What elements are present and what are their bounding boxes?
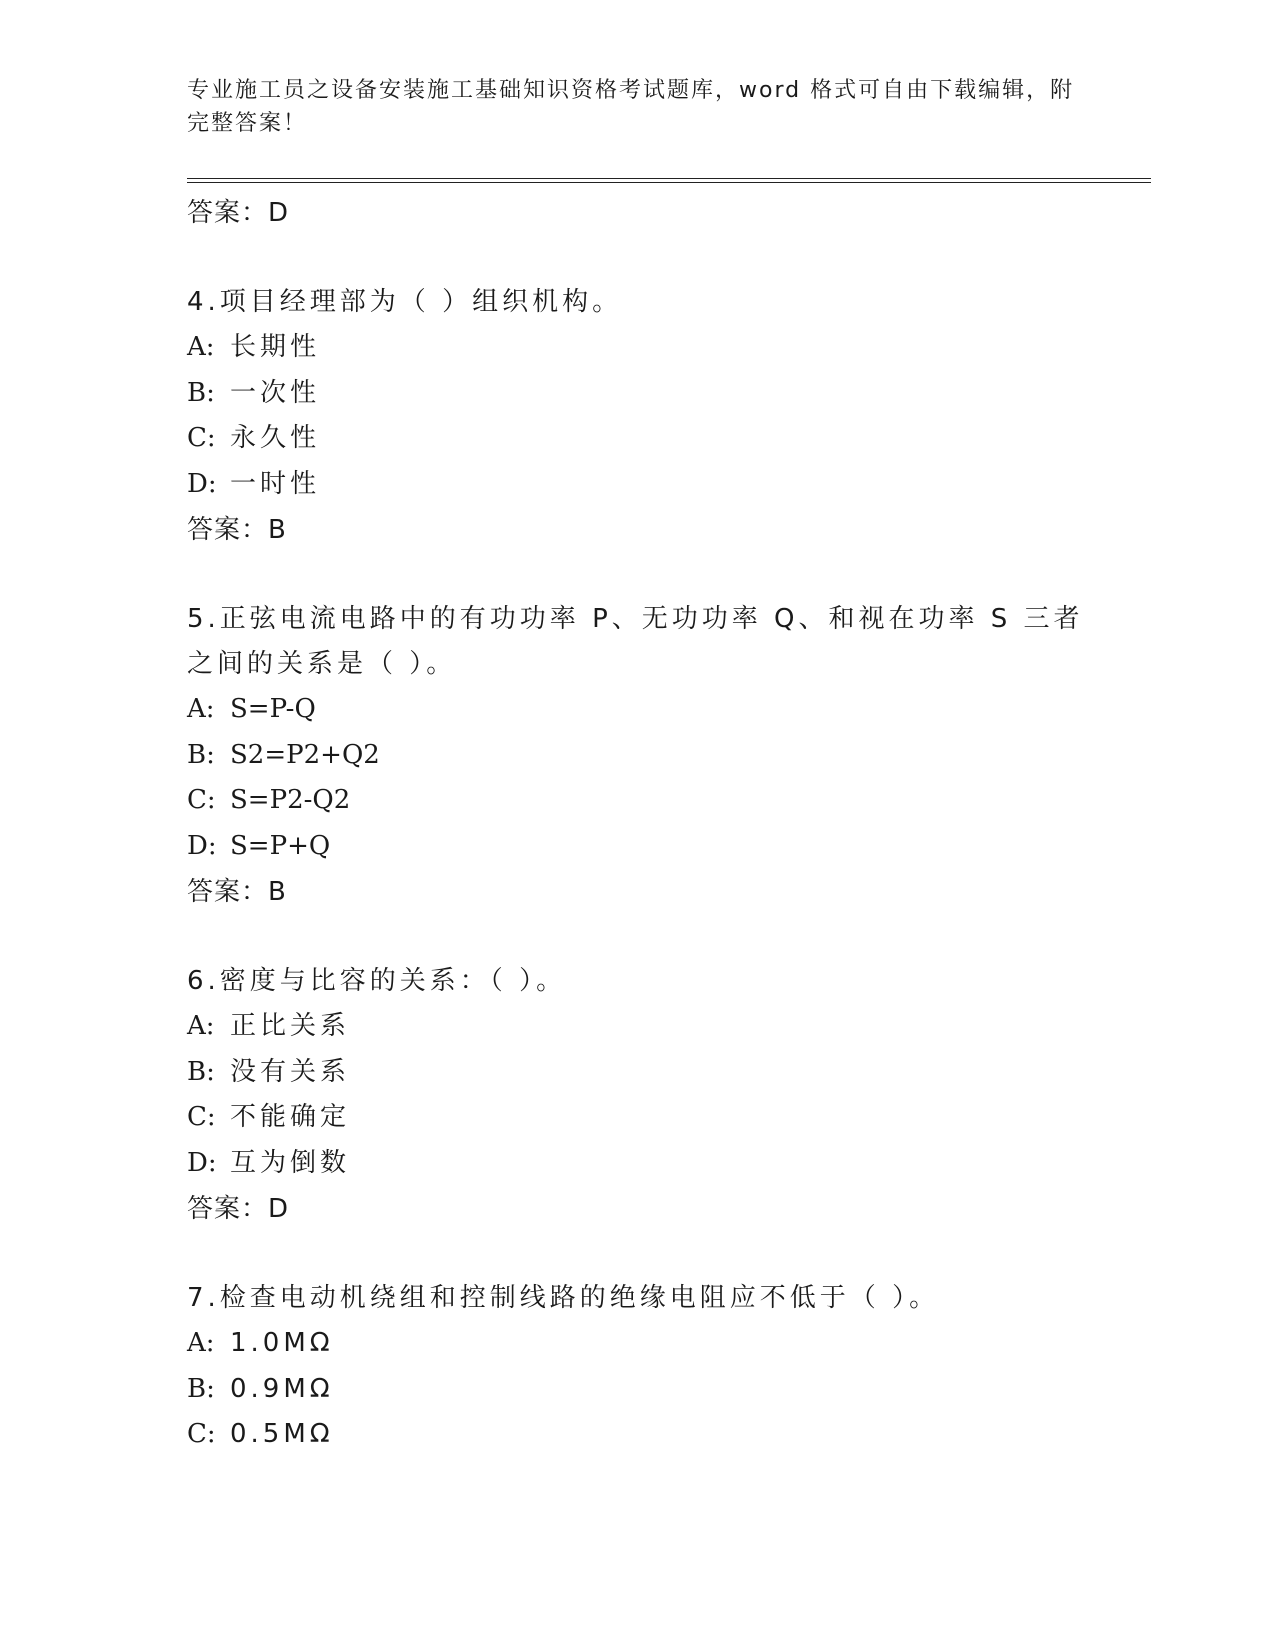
option-letter: C:: [187, 785, 216, 815]
option-text: 一时性: [230, 468, 321, 499]
question-5-text: 5.正弦电流电路中的有功功率 P、无功功率 Q、和视在功率 S 三者之间的关系是（ ）。: [187, 604, 1084, 679]
option-letter: B:: [187, 1373, 215, 1404]
question-6-option-d: [187, 1141, 1087, 1187]
question-list: [187, 190, 1087, 1458]
question-7-text: 7.检查电动机绕组和控制线路的绝缘电阻应不低于（ ）。: [187, 1283, 940, 1313]
option-text: 正比关系: [230, 1011, 351, 1041]
option-letter: A:: [187, 694, 215, 724]
option-letter: D:: [187, 468, 217, 499]
question-4-answer: 答案：B: [187, 515, 287, 545]
document-header: [187, 74, 1087, 140]
question-5-option-c: [187, 778, 1087, 824]
option-text: S=P+Q: [230, 830, 331, 861]
option-text: 不能确定: [230, 1102, 351, 1132]
option-letter: C:: [187, 1419, 216, 1449]
question-6-answer: 答案：D: [187, 1194, 290, 1224]
question-6-option-b: [187, 1050, 1087, 1096]
option-letter: A:: [187, 1328, 215, 1358]
question-5-option-a: [187, 687, 1087, 733]
option-letter: A:: [187, 332, 215, 362]
header-rule-thick: [187, 182, 1151, 183]
option-letter: C:: [187, 423, 216, 453]
question-7-option-a: [187, 1321, 1087, 1367]
option-text: 1.0MΩ: [230, 1328, 334, 1358]
spacer: [187, 915, 1087, 959]
question-5-answer: 答案：B: [187, 877, 287, 907]
question-6-option-c: [187, 1095, 1087, 1141]
option-letter: B:: [187, 739, 215, 770]
option-letter: A:: [187, 1011, 215, 1041]
header-rule-thin: [187, 178, 1151, 179]
option-text: 0.5MΩ: [230, 1419, 334, 1449]
option-text: S=P2-Q2: [230, 785, 351, 815]
option-text: 一次性: [230, 377, 321, 408]
option-text: 永久性: [230, 423, 321, 453]
option-text: S2=P2+Q2: [230, 739, 380, 770]
question-4-text: 4.项目经理部为（ ）组织机构。: [187, 287, 623, 317]
question-4-option-a: [187, 325, 1087, 371]
question-4-option-c: [187, 416, 1087, 462]
spacer: [187, 1232, 1087, 1276]
header-title: 专业施工员之设备安装施工基础知识资格考试题库，word 格式可自由下载编辑，附完整答案！: [187, 78, 1075, 136]
previous-answer: 答案：D: [187, 198, 290, 228]
question-5-option-d: [187, 824, 1087, 870]
question-6-option-a: [187, 1004, 1087, 1050]
question-7-option-b: [187, 1367, 1087, 1413]
spacer: [187, 236, 1087, 280]
option-letter: D:: [187, 1147, 217, 1178]
option-text: 长期性: [230, 332, 321, 362]
option-letter: B:: [187, 377, 215, 408]
option-text: S=P-Q: [230, 694, 316, 724]
option-text: 0.9MΩ: [230, 1373, 334, 1404]
question-4-option-d: [187, 462, 1087, 508]
question-5-option-b: [187, 733, 1087, 779]
option-text: 互为倒数: [230, 1147, 351, 1178]
option-letter: D:: [187, 830, 217, 861]
option-text: 没有关系: [230, 1056, 351, 1087]
option-letter: B:: [187, 1056, 215, 1087]
question-6-text: 6.密度与比容的关系：（ ）。: [187, 966, 567, 996]
option-letter: C:: [187, 1102, 216, 1132]
question-4-option-b: [187, 371, 1087, 417]
spacer: [187, 553, 1087, 597]
question-7-option-c: [187, 1412, 1087, 1458]
